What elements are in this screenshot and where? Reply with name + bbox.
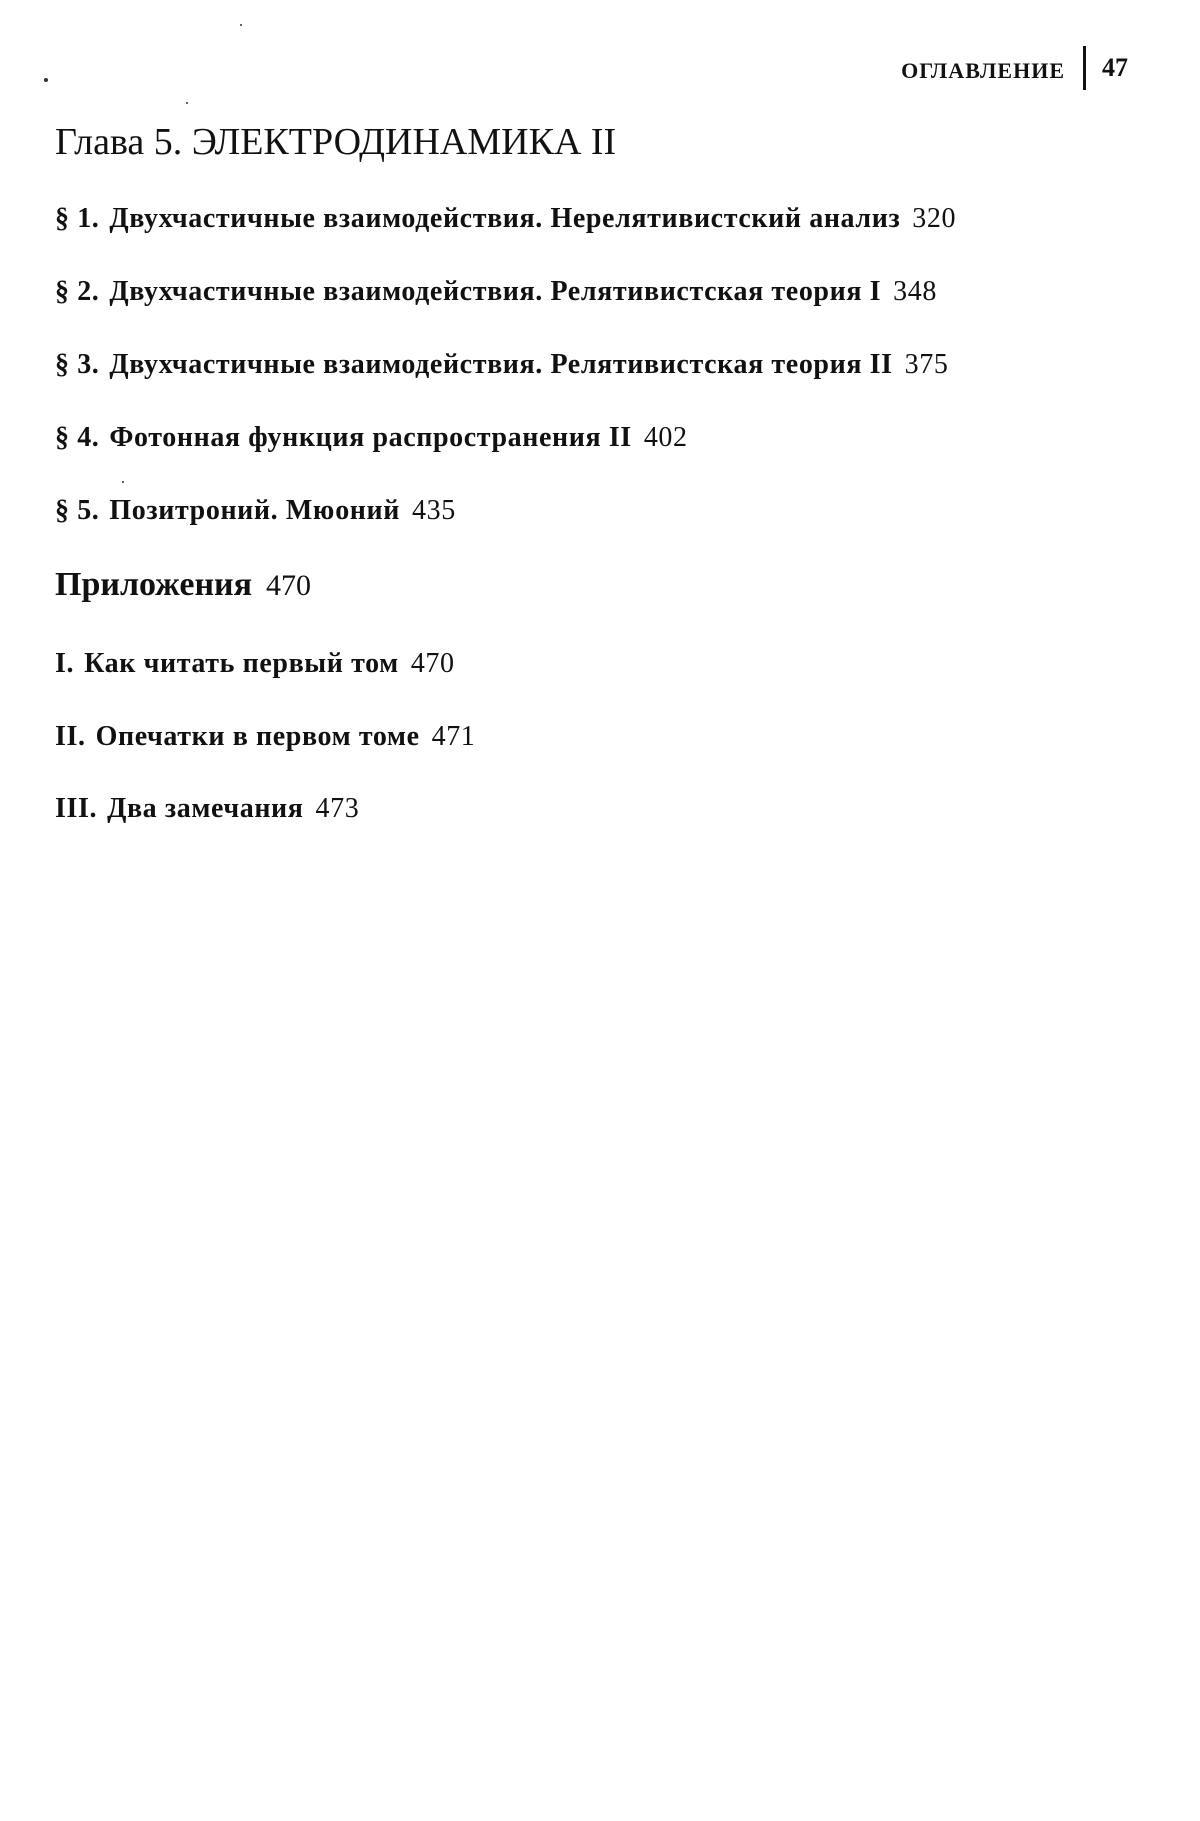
appendix-entry-title: Два замечания xyxy=(107,793,304,824)
appendix-number: III. xyxy=(55,793,98,824)
appendix-page: 470 xyxy=(266,569,312,602)
chapter-title: Глава 5. ЭЛЕКТРОДИНАМИКА II xyxy=(55,121,617,163)
appendix-number: I. xyxy=(55,648,75,679)
toc-entry xyxy=(55,422,688,454)
print-speck xyxy=(44,78,48,82)
section-number: § 1. xyxy=(55,203,100,234)
appendix-title: Приложения xyxy=(55,566,253,603)
section-number: § 5. xyxy=(55,495,100,526)
appendix-entry-page: 473 xyxy=(315,793,360,824)
toc-entry xyxy=(55,495,456,527)
toc-entry xyxy=(55,203,956,235)
section-title: Фотонная функция распространения II xyxy=(109,422,632,453)
appendix-entry-title: Как читать первый том xyxy=(84,648,399,679)
section-title: Двухчастичные взаимодействия. Релятивистская теория I xyxy=(109,276,882,307)
appendix-number: II. xyxy=(55,721,86,752)
toc-entry xyxy=(55,276,937,308)
appendix-entry-title: Опечатки в первом томе xyxy=(95,721,420,752)
page-number: 47 xyxy=(1102,53,1128,82)
section-number: § 4. xyxy=(55,422,100,453)
header-divider xyxy=(1083,46,1086,90)
section-page: 435 xyxy=(412,495,456,526)
toc-entry xyxy=(55,349,948,381)
appendix-heading xyxy=(55,566,311,604)
section-page: 402 xyxy=(643,422,688,453)
appendix-entry-page: 471 xyxy=(431,721,476,752)
appendix-entry xyxy=(55,721,475,753)
appendix-entry-page: 470 xyxy=(410,648,455,679)
running-header xyxy=(901,46,1128,90)
print-speck xyxy=(122,481,124,483)
section-page: 320 xyxy=(912,203,957,234)
print-speck xyxy=(186,102,188,104)
section-page: 375 xyxy=(904,349,949,380)
section-title: Двухчастичные взаимодействия. Нерелятивистский анализ xyxy=(109,203,901,234)
section-number: § 3. xyxy=(55,349,100,380)
section-page: 348 xyxy=(893,276,937,307)
appendix-entry xyxy=(55,648,455,680)
running-header-title: ОГЛАВЛЕНИЕ xyxy=(901,58,1065,83)
appendix-entry xyxy=(55,793,359,825)
print-speck xyxy=(240,24,242,26)
section-number: § 2. xyxy=(55,276,100,307)
section-title: Двухчастичные взаимодействия. Релятивистская теория II xyxy=(109,349,893,380)
section-title: Позитроний. Мюоний xyxy=(109,495,401,526)
